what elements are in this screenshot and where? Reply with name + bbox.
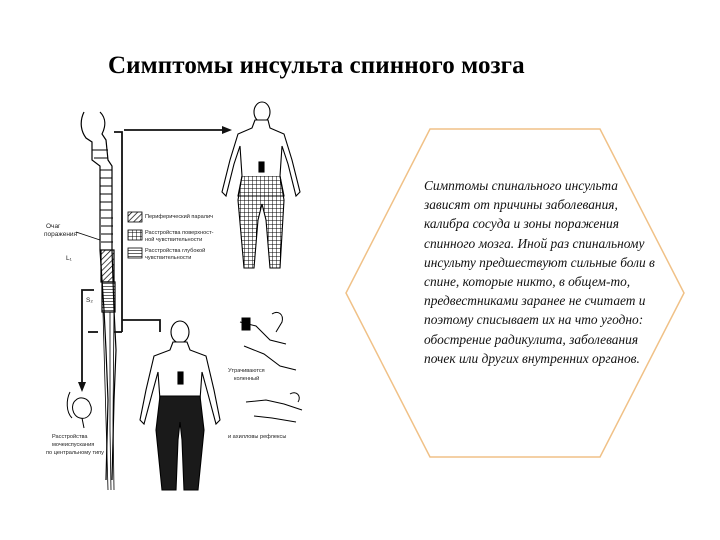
slide-title: Симптомы инсульта спинного мозга (108, 52, 525, 79)
sphincter-sketch (67, 392, 91, 428)
legend-label-2b: ной чувствительности (145, 237, 203, 243)
front-body-figure (222, 102, 300, 268)
legend-label-3b: чувствительности (145, 255, 192, 261)
knee-label-1: Утрачиваются (228, 368, 265, 374)
sphincter-label-1: Расстройства (52, 434, 88, 440)
legend-label-3: Расстройства глубокой (145, 248, 206, 254)
lesion-label: поражения (44, 231, 78, 238)
l1-label: L₁ (66, 255, 72, 262)
sphincter-label-2: мочеиспускания (52, 442, 95, 448)
arrow-head-top (222, 126, 232, 134)
s2-label: S₂ (86, 297, 93, 304)
legend-label-1: Периферический паралич (145, 214, 214, 220)
knee-label-2: коленный (234, 376, 260, 382)
symptoms-description: Симптомы спинального инсульта зависят от причины заболевания, калибра сосуда и зоны поражения спинного мозга. Иной раз спинальному инсульту предшествуют сильные боли в спине, которые никто, в общем-то, предвестниками заранее не считает и поэтому списывает их на что угодно: обострение радикулита, заболевания почек или других внутренних органов. (424, 178, 655, 366)
legend-label-2: Расстройства поверхност- (145, 230, 214, 236)
focus-label: Очаг (46, 223, 61, 230)
spinal-cord-illustration (40, 100, 340, 495)
reflex-label: и ахилловы рефлексы (228, 434, 287, 440)
legend (128, 212, 142, 258)
arrow-head-bottom (78, 382, 86, 392)
back-body-figure (140, 321, 220, 490)
sphincter-label-3: по центральному типу (46, 450, 104, 456)
